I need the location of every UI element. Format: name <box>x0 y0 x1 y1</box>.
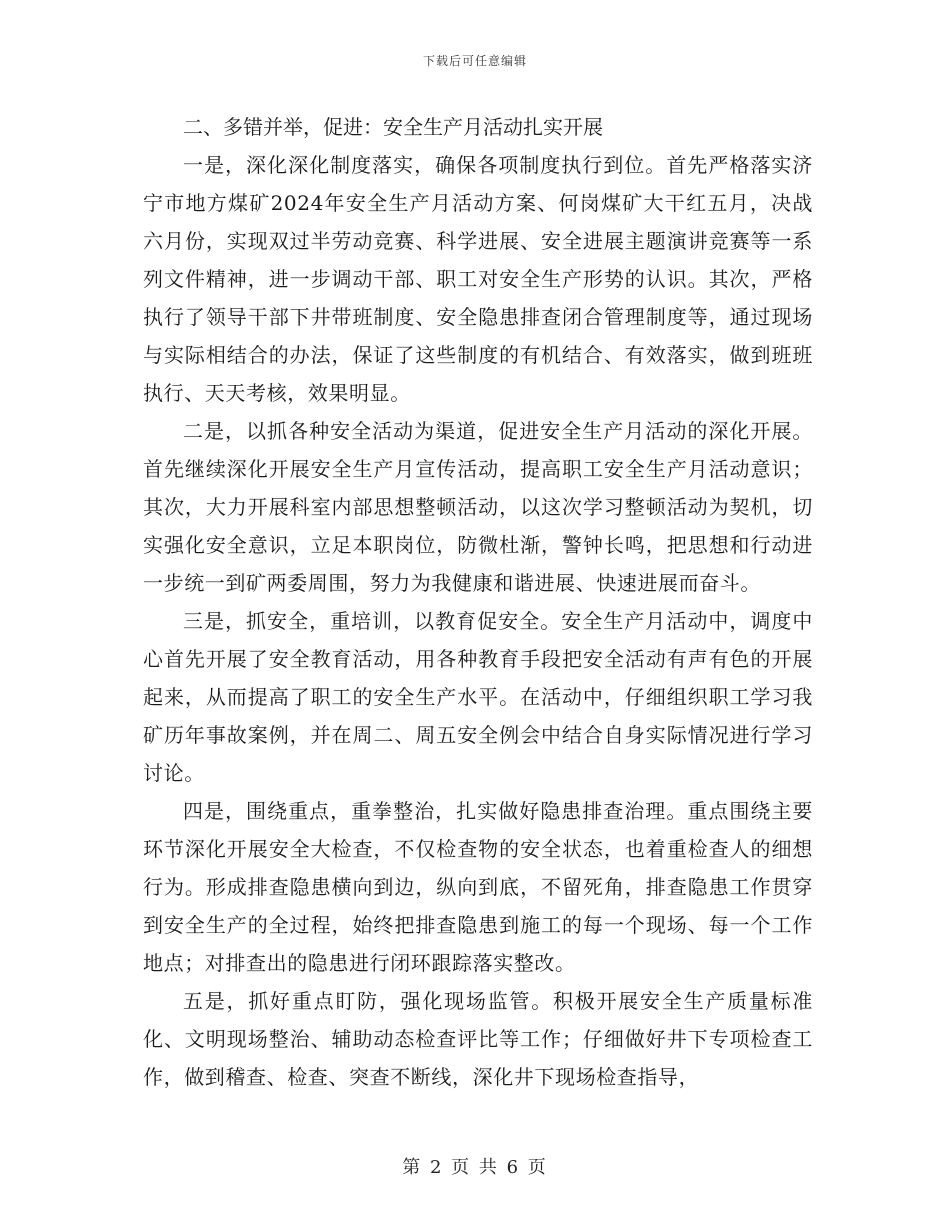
document-body <box>143 108 813 1096</box>
page-header-note: 下载后可任意编辑 <box>422 54 527 68</box>
paragraph-3: 三是，抓安全，重培训，以教育促安全。安全生产月活动中，调度中心首先开展了安全教育活动，用各种教育手段把安全活动有声有色的开展起来，从而提高了职工的安全生产水平。在活动中，仔细组织职工学习我矿历年事故案例，并在周二、周五安全例会中结合自身实际情况进行学习讨论。 <box>143 609 813 785</box>
section-heading: 二、多错并举，促进：安全生产月活动扎实开展 <box>183 115 603 139</box>
paragraph-2: 二是，以抓各种安全活动为渠道，促进安全生产月活动的深化开展。首先继续深化开展安全生产月宣传活动，提高职工安全生产月活动意识；其次，大力开展科室内部思想整顿活动，以这次学习整顿活动为契机，切实强化安全意识，立足本职岗位，防微杜渐，警钟长鸣，把思想和行动进一步统一到矿两委周围，努力为我健康和谐进展、快速进展而奋斗。 <box>143 419 813 595</box>
paragraph-4: 四是，围绕重点，重拳整治，扎实做好隐患排查治理。重点围绕主要环节深化开展安全大检查，不仅检查物的安全状态，也着重检查人的细想行为。形成排查隐患横向到边，纵向到底，不留死角，排查隐患工作贯穿到安全生产的全过程，始终把排查隐患到施工的每一个现场、每一个工作地点；对排查出的隐患进行闭环跟踪落实整改。 <box>143 799 813 975</box>
paragraph-5: 五是，抓好重点盯防，强化现场监管。积极开展安全生产质量标准化、文明现场整治、辅助动态检查评比等工作；仔细做好井下专项检查工作，做到稽查、检查、突查不断线，深化井下现场检查指导， <box>143 989 813 1089</box>
paragraph-1: 一是，深化深化制度落实，确保各项制度执行到位。首先严格落实济宁市地方煤矿2024年安全生产月活动方案、何岗煤矿大干红五月，决战六月份，实现双过半劳动竞赛、科学进展、安全进展主题演讲竞赛等一系列文件精神，进一步调动干部、职工对安全生产形势的认识。其次，严格执行了领导干部下井带班制度、安全隐患排查闭合管理制度等，通过现场与实际相结合的办法，保证了这些制度的有机结合、有效落实，做到班班执行、天天考核，效果明显。 <box>143 153 813 405</box>
page-number-footer: 第 2 页 共 6 页 <box>402 1157 548 1178</box>
